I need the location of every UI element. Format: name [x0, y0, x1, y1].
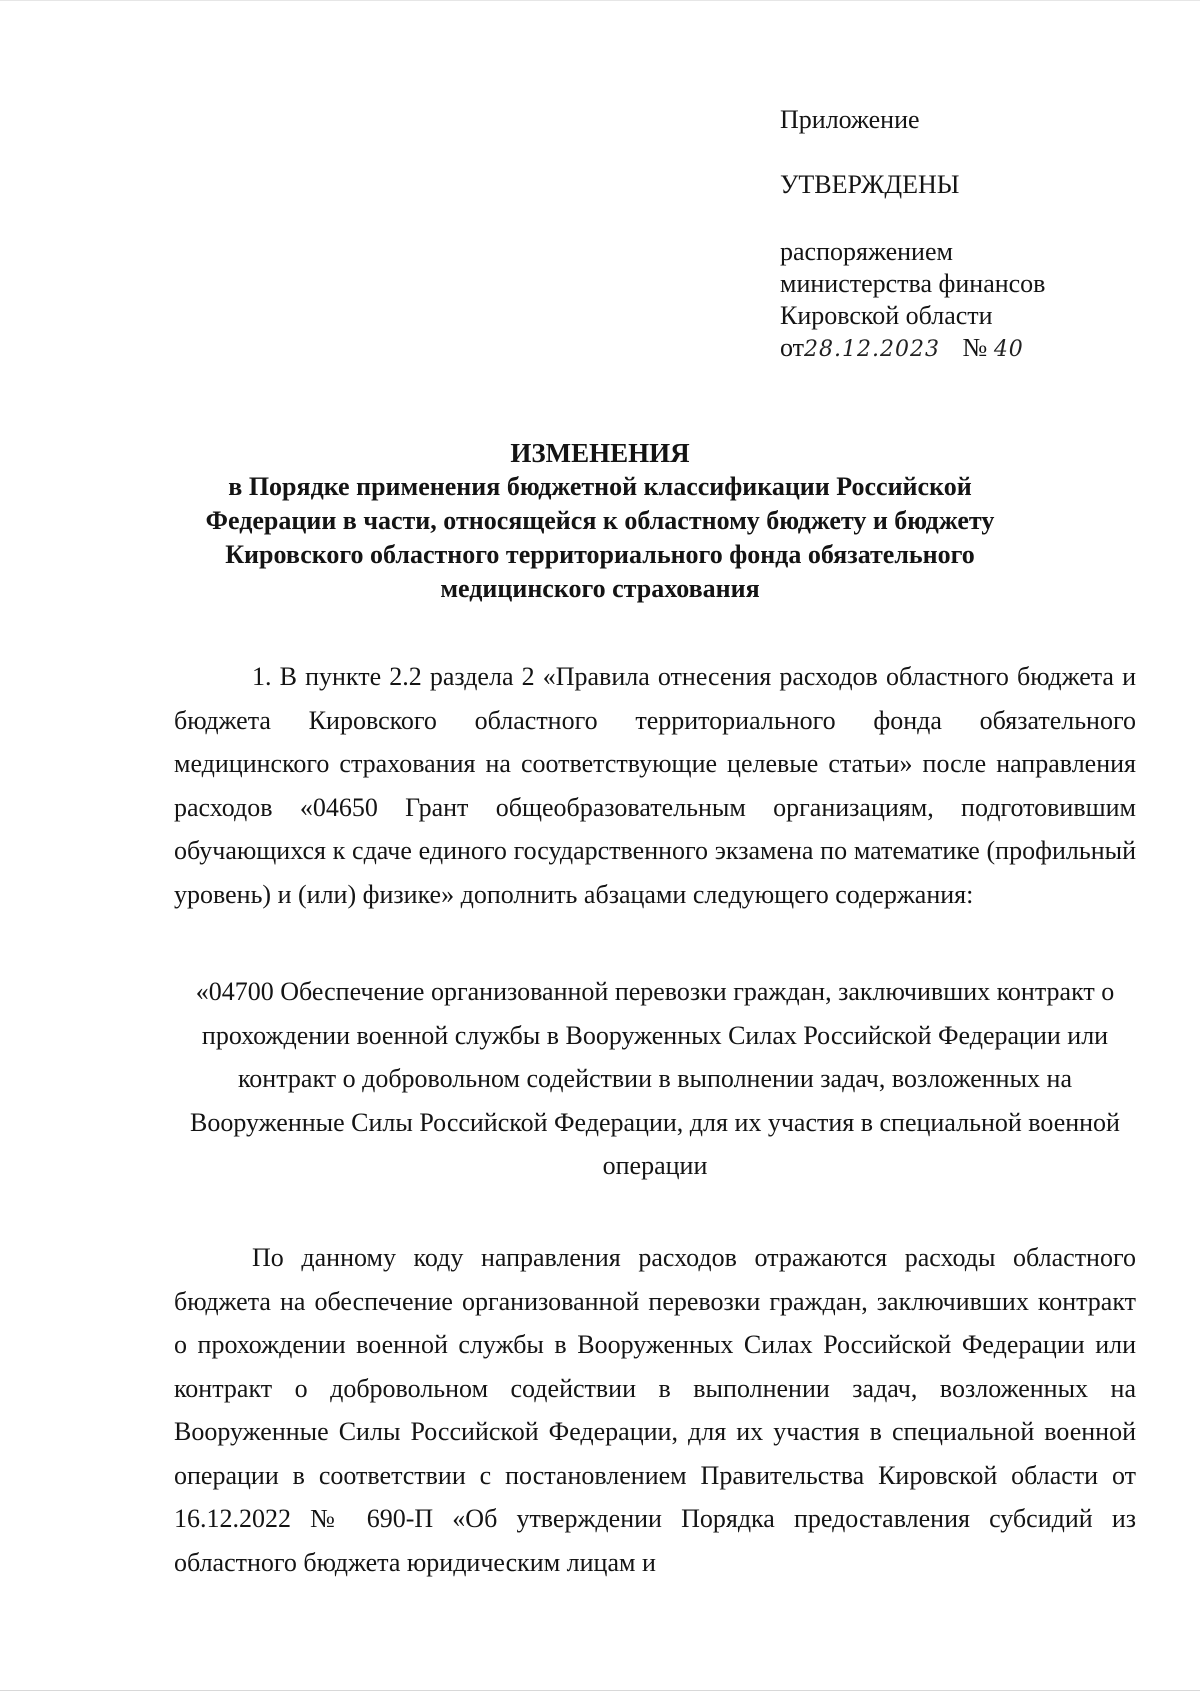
scan-edge-top — [0, 0, 1200, 1]
document-heading — [160, 436, 1040, 606]
approved-label: УТВЕРЖДЕНЫ — [780, 170, 960, 199]
handwritten-date: 28.12.2023 — [804, 337, 940, 362]
number-prefix: № — [962, 333, 988, 362]
paragraph-1: 1. В пункте 2.2 раздела 2 «Правила отнесения расходов областного бюджета и бюджета Кировского областного территориального фонда обязательного медицинского страхования на соответствующие целевые статьи» после направления расходов «04650 Грант общеобразовательным организациям, подготовившим обучающихся к сдаче единого государственного экзамена по математике (профильный уровень) и (или) физике» дополнить абзацами следующего содержания: — [174, 662, 1136, 909]
date-prefix: от — [780, 333, 805, 362]
heading-subtitle: в Порядке применения бюджетной классификации Российской Федерации в части, относящейся к областному бюджету и бюджету Кировского областного территориального фонда обязательного медицинского страхования — [205, 472, 995, 603]
paragraph-2: По данному коду направления расходов отражаются расходы областного бюджета на обеспечение организованной перевозки граждан, заключивших контракт о прохождении военной службы в Вооруженных Силах Российской Федерации или контракт о добровольном содействии в выполнении задач, возложенных на Вооруженные Силы Российской Федерации, для их участия в специальной военной операции в соответствии с постановлением Правительства Кировской области от 16.12.2022 № 690-П «Об утверждении Порядка предоставления субсидий из областного бюджета юридическим лицам и — [174, 1243, 1136, 1577]
decree-line: распоряжением — [780, 237, 953, 266]
heading-title: ИЗМЕНЕНИЯ — [510, 438, 690, 468]
handwritten-number: 40 — [993, 337, 1024, 362]
date-number-line — [780, 332, 1024, 366]
decree-line: министерства финансов — [780, 269, 1046, 298]
appendix-label: Приложение — [780, 105, 920, 134]
scan-edge-bottom — [0, 1690, 1200, 1691]
decree-reference — [780, 236, 1045, 332]
quoted-code-title: «04700 Обеспечение организованной перевозки граждан, заключивших контракт о прохождении военной службы в Вооруженных Силах Российской Федерации или контракт о добровольном содействии в выполнении задач, возложенных на Вооруженные Силы Российской Федерации, для их участия в специальной военной операции — [190, 977, 1120, 1180]
decree-line: Кировской области — [780, 301, 993, 330]
